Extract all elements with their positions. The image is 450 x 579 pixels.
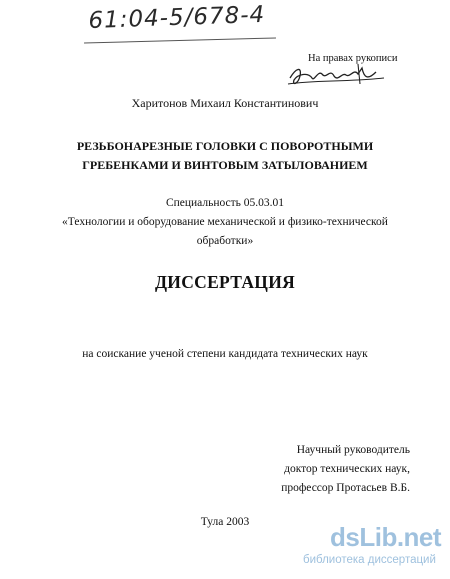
supervisor-degree: доктор технических наук, bbox=[284, 463, 410, 475]
dissertation-title bbox=[0, 137, 450, 175]
specialty-name-line-2: обработки» bbox=[196, 235, 254, 247]
degree-line: на соискание ученой степени кандидата технических наук bbox=[82, 348, 368, 360]
title-line-1: РЕЗЬБОНАРЕЗНЫЕ ГОЛОВКИ С ПОВОРОТНЫМИ bbox=[76, 139, 374, 153]
watermark-logo: dsLib.net bbox=[330, 522, 442, 552]
supervisor-block bbox=[262, 441, 410, 498]
title-line-2: ГРЕБЕНКАМИ И ВИНТОВЫМ ЗАТЫЛОВАНИЕМ bbox=[82, 158, 368, 172]
specialty-code: Специальность 05.03.01 bbox=[165, 197, 285, 209]
specialty-name-line-1: «Технологии и оборудование механической и физико-технической bbox=[62, 216, 388, 228]
specialty-block bbox=[0, 194, 450, 251]
handwritten-signature bbox=[284, 60, 394, 90]
supervisor-name: профессор Протасьев В.Б. bbox=[281, 482, 410, 494]
place-year: Тула 2003 bbox=[200, 516, 250, 528]
catalog-number: 61:04-5/678-4 bbox=[88, 1, 266, 34]
author-name: Харитонов Михаил Константинович bbox=[131, 96, 319, 110]
manuscript-rights: На правах рукописи bbox=[308, 53, 398, 64]
watermark-subtitle: библиотека диссертаций bbox=[303, 554, 436, 566]
catalog-underline bbox=[84, 37, 276, 43]
supervisor-role: Научный руководитель bbox=[296, 444, 410, 456]
document-type: ДИССЕРТАЦИЯ bbox=[154, 272, 296, 292]
